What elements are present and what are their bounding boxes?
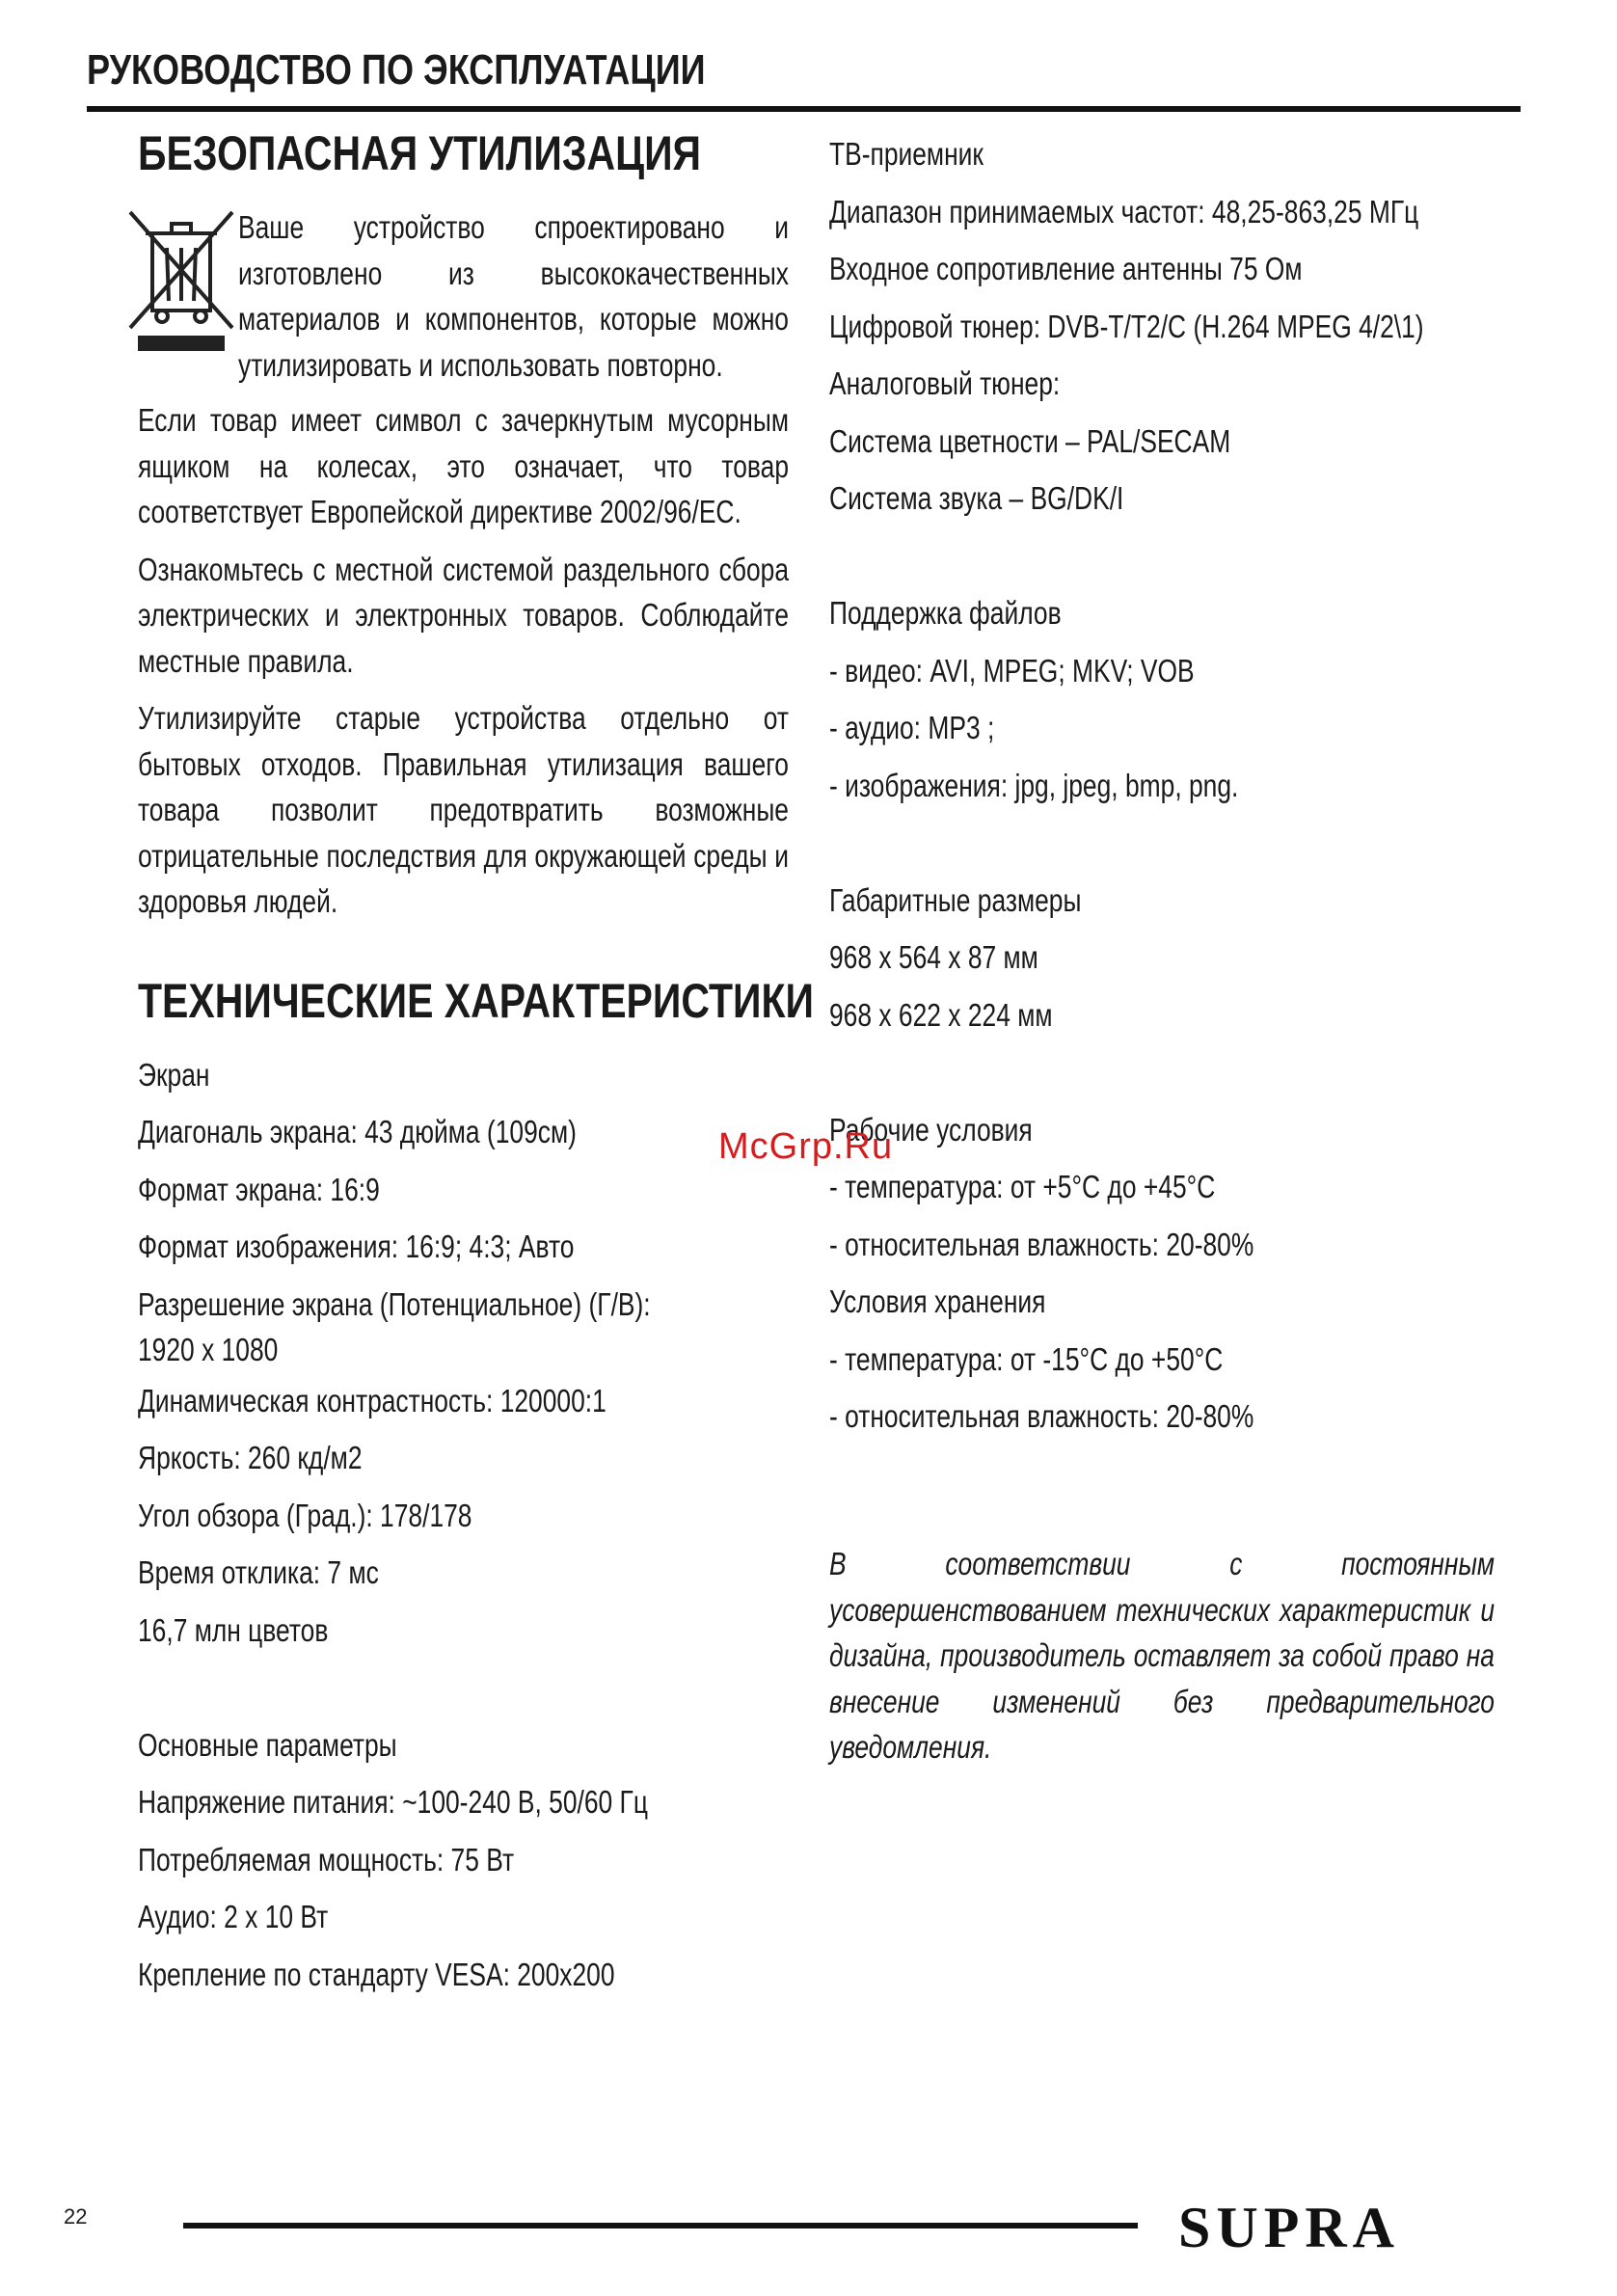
spec-sound-system: Система звука – BG/DK/I xyxy=(829,480,1124,516)
working-conditions-title: Рабочие условия xyxy=(829,1111,1033,1148)
spec-video: - видео: AVI, MPEG; MKV; VOB xyxy=(829,652,1195,689)
spec-analog-tuner: Аналоговый тюнер: xyxy=(829,365,1061,401)
spec-storage-humidity: - относительная влажность: 20-80% xyxy=(829,1398,1254,1434)
spec-color-system: Система цветности – PAL/SECAM xyxy=(829,422,1231,459)
spec-dimensions-2: 968 x 622 x 224 мм xyxy=(829,996,1053,1033)
tv-receiver-title: ТВ-приемник xyxy=(829,136,984,172)
page-header xyxy=(87,46,1521,95)
spec-image-format: Формат изображения: 16:9; 4:3; Авто xyxy=(138,1229,575,1264)
specs-heading: ТЕХНИЧЕСКИЕ ХАРАКТЕРИСТИКИ xyxy=(138,973,814,1028)
spec-frequency: Диапазон принимаемых частот: 48,25-863,25 МГц xyxy=(829,193,1419,230)
spec-vesa: Крепление по стандарту VESA: 200x200 xyxy=(138,1956,615,1992)
spec-images: - изображения: jpg, jpeg, bmp, png. xyxy=(829,767,1239,803)
spec-work-temperature: - температура: от +5°С до +45°С xyxy=(829,1169,1216,1204)
dimensions-title: Габаритные размеры xyxy=(829,881,1082,918)
spec-resolution-value: 1920 x 1080 xyxy=(138,1331,279,1367)
watermark-text: McGrp.Ru xyxy=(718,1126,894,1167)
right-column xyxy=(829,125,1495,1770)
disposal-paragraph-3: Ознакомьтесь с местной системой раздельного сбора электрических и электронных товаров. Соблюдайте местные правила. xyxy=(138,551,789,679)
spec-voltage: Напряжение питания: ~100-240 В, 50/60 Гц xyxy=(138,1784,648,1820)
spec-work-humidity: - относительная влажность: 20-80% xyxy=(829,1226,1254,1262)
files-title: Поддержка файлов xyxy=(829,595,1062,631)
disposal-paragraph-2: Если товар имеет символ с зачеркнутым мусорным ящиком на колесах, это означает, что товар соответствует Европейской директиве 2002/96/EC. xyxy=(138,402,789,529)
spec-angle: Угол обзора (Град.): 178/178 xyxy=(138,1497,472,1533)
storage-conditions-title: Условия хранения xyxy=(829,1283,1046,1319)
spec-digital-tuner: Цифровой тюнер: DVB-T/T2/C (H.264 MPEG 4/2\1) xyxy=(829,308,1424,344)
specs-list xyxy=(138,1046,789,2004)
spec-audio-files: - аудио: MP3 ; xyxy=(829,710,995,745)
spec-storage-temperature: - температура: от -15°С до +50°С xyxy=(829,1340,1224,1377)
page-number: 22 xyxy=(64,2204,88,2228)
spec-response: Время отклика: 7 мс xyxy=(138,1554,379,1590)
header-rule xyxy=(87,106,1521,112)
disposal-heading: БЕЗОПАСНАЯ УТИЛИЗАЦИЯ xyxy=(138,126,702,180)
disposal-section xyxy=(138,204,789,925)
spec-diagonal: Диагональ экрана: 43 дюйма (109см) xyxy=(138,1114,577,1149)
disposal-paragraph-4: Утилизируйте старые устройства отдельно от бытовых отходов. Правильная утилизация вашего товара позволит предотвратить возможные отрицательные последствия для окружающей среды и здоровья людей. xyxy=(138,700,789,919)
screen-title: Экран xyxy=(138,1056,210,1093)
spec-colors: 16,7 млн цветов xyxy=(138,1611,329,1648)
main-params-title: Основные параметры xyxy=(138,1726,397,1763)
spec-impedance: Входное сопротивление антенны 75 Ом xyxy=(829,251,1303,286)
disclaimer-note: В соответствии с постоянным усовершенствованием технических характеристик и дизайна, производитель оставляет за собой право на внесение изменений без предварительного уведомления. xyxy=(829,1546,1495,1765)
spec-power: Потребляемая мощность: 75 Вт xyxy=(138,1841,515,1877)
brand-logo: SUPRA xyxy=(1178,2196,1401,2259)
spec-resolution-label: Разрешение экрана (Потенциальное) (Г/В): xyxy=(138,1285,651,1322)
spec-audio: Аудио: 2 х 10 Вт xyxy=(138,1899,329,1934)
footer-rule xyxy=(183,2223,1138,2228)
disposal-paragraph-1: Ваше устройство спроектировано и изготовлено из высококачественных материалов и компонентов, которые можно утилизировать и использовать повторно. xyxy=(238,209,789,383)
spec-contrast: Динамическая контрастность: 120000:1 xyxy=(138,1382,606,1418)
manual-title: РУКОВОДСТВО ПО ЭКСПЛУАТАЦИИ xyxy=(87,46,706,94)
spec-brightness: Яркость: 260 кд/м2 xyxy=(138,1440,363,1475)
spec-screen-format: Формат экрана: 16:9 xyxy=(138,1171,380,1207)
spec-dimensions-1: 968 x 564 x 87 мм xyxy=(829,939,1038,975)
